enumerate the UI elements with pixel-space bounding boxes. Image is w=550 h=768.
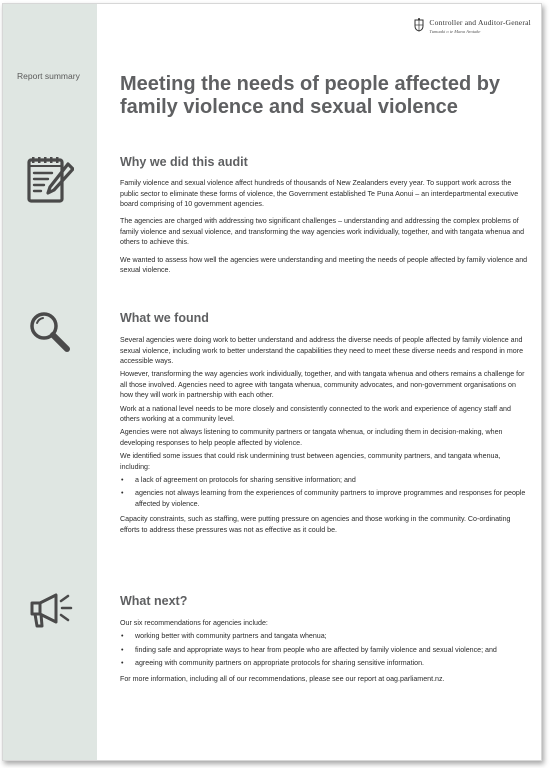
paragraph: We wanted to assess how well the agencies were understanding and meeting the needs of people affected by family violence and sexual violence. xyxy=(120,255,528,275)
list-item: • agencies not always learning from the experiences of community partners to improve programmes and responses for people affected by violence. xyxy=(120,488,528,509)
paragraph: Family violence and sexual violence affect hundreds of thousands of New Zealanders every year. To support work across the public sector to eliminate these forms of violence, the Government established Te Puna Aonui – an interdepartmental executive board comprising of 10 government agencies. xyxy=(120,179,519,209)
oag-logo xyxy=(413,18,531,34)
paragraph: Our six recommendations for agencies include: xyxy=(120,619,268,627)
page-title: Meeting the needs of people affected by family violence and sexual violence xyxy=(120,73,501,118)
list-item: • agreeing with community partners on appropriate protocols for sharing sensitive information. xyxy=(120,658,528,669)
logo-sub-text: Tumuaki o te Mana Arotake xyxy=(429,29,481,34)
next-bullet-list xyxy=(120,631,528,669)
notepad-pencil-icon xyxy=(24,154,74,206)
report-page xyxy=(2,3,542,761)
coat-of-arms-icon xyxy=(413,18,425,32)
paragraph: We identified some issues that could risk undermining trust between agencies, community partners, and tangata whenua, including: xyxy=(120,451,501,471)
paragraph: Capacity constraints, such as staffing, were putting pressure on agencies and those working in the community. Co-ordinating efforts to address these pressures was not as effective as it could be. xyxy=(120,515,511,534)
paragraph: For more information, including all of our recommendations, please see our report at oag.parliament.nz. xyxy=(120,674,445,683)
megaphone-icon xyxy=(29,593,79,629)
paragraph: Work at a national level needs to be more closely and consistently connected to the work and experience of agency staff and others working at a community level. xyxy=(120,404,511,424)
paragraph: However, transforming the way agencies work individually, together, and with tangata whenua and others remains a challenge for all those involved. Agencies need to agree with tangata whenua, community advocates, and non-government organisations on how they will work in partnership with each other. xyxy=(120,370,525,400)
paragraph: Several agencies were doing work to better understand and address the diverse needs of people affected by family violence and sexual violence, including work to better understand the capabilities they need to meet these diverse needs and respond in more accessible ways. xyxy=(120,336,524,366)
found-heading: What we found xyxy=(120,311,209,325)
found-body xyxy=(120,335,528,542)
magnifier-icon xyxy=(27,309,73,355)
paragraph: The agencies are charged with addressing two significant challenges – understanding and addressing the complex problems of family violence and sexual violence, and transforming the way agencies work individually, together, and with tangata whenua and others to achieve this. xyxy=(120,217,525,247)
next-heading: What next? xyxy=(120,594,188,608)
paragraph: Agencies were not always listening to community partners or tangata whenua, or including them in decision-making, when developing responses to help people affected by violence. xyxy=(120,428,503,447)
why-heading: Why we did this audit xyxy=(120,155,248,169)
list-item: • working better with community partners and tangata whenua; xyxy=(120,631,528,642)
list-item: • finding safe and appropriate ways to hear from people who are affected by family violence and sexual violence; and xyxy=(120,645,528,656)
found-bullet-list xyxy=(120,475,528,510)
next-body xyxy=(120,618,528,691)
why-body xyxy=(120,178,528,282)
report-summary-label: Report summary xyxy=(17,71,80,81)
list-item: • a lack of agreement on protocols for sharing sensitive information; and xyxy=(120,475,528,486)
logo-main-text: Controller and Auditor-General xyxy=(429,18,531,27)
sidebar xyxy=(3,4,97,760)
